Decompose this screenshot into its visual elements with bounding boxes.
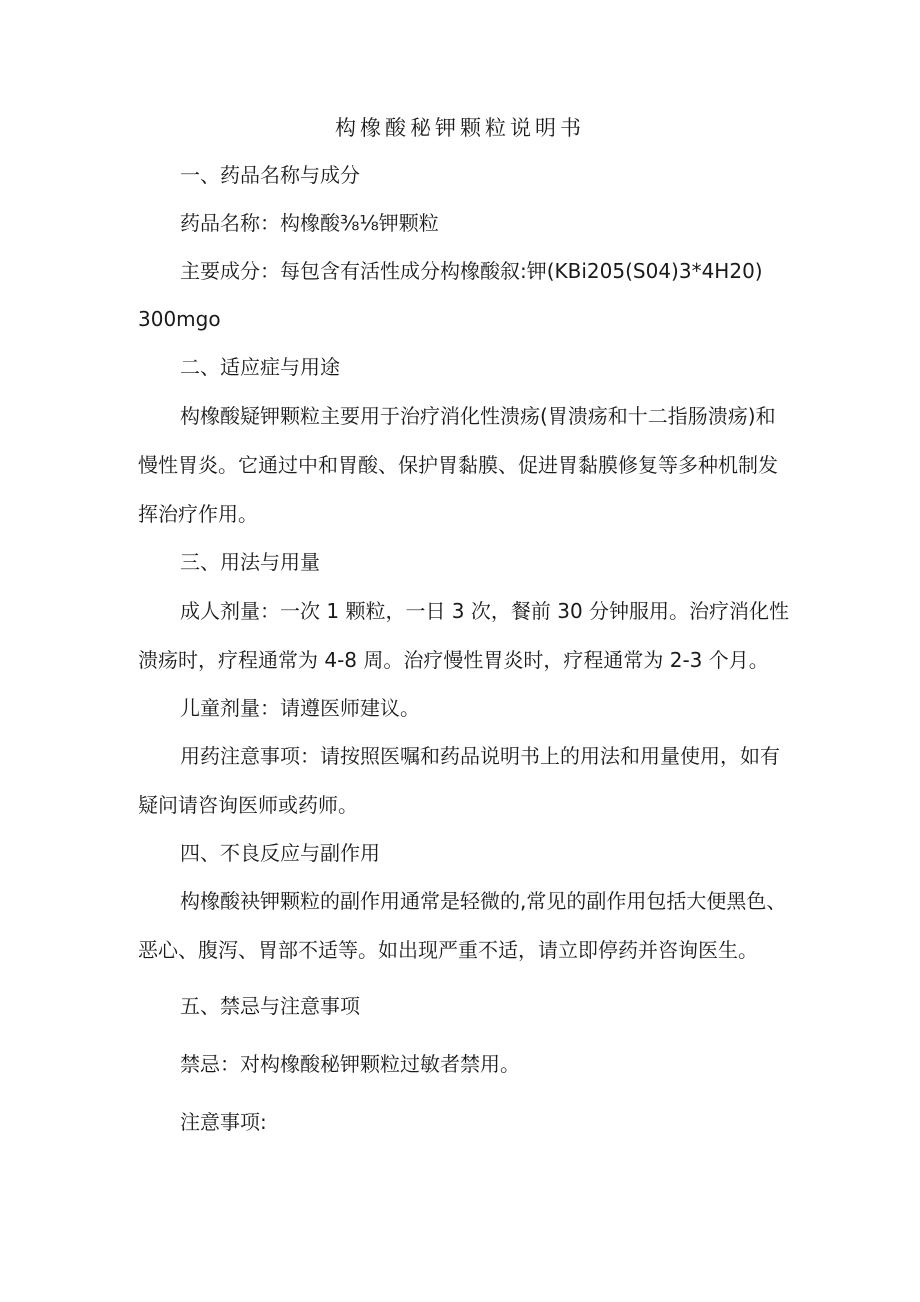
side-effects-line-1: 构橡酸袂钾颗粒的副作用通常是轻微的,常见的副作用包括大便黑色、: [180, 889, 787, 913]
heading-section-4: 四、不良反应与副作用: [180, 841, 380, 865]
indication-line-1: 构橡酸疑钾颗粒主要用于治疗消化性溃疡(胃溃疡和十二指肠溃疡)和: [180, 404, 776, 428]
heading-section-3: 三、用法与用量: [180, 550, 320, 574]
adult-dose-line-2: 溃疡时，疗程通常为 4-8 周。治疗慢性胃炎时，疗程通常为 2-3 个月。: [138, 648, 769, 672]
heading-section-5: 五、禁忌与注意事项: [180, 994, 360, 1018]
indication-line-2: 慢性胃炎。它通过中和胃酸、保护胃黏膜、促进胃黏膜修复等多种机制发: [138, 453, 778, 477]
indication-line-3: 挥治疗作用。: [138, 502, 258, 526]
ingredients-line: 主要成分：每包含有活性成分构橡酸叙:钾(KBi205(S04)3*4H20): [180, 259, 763, 283]
usage-notes-line-1: 用药注意事项：请按照医嘱和药品说明书上的用法和用量使用，如有: [180, 744, 780, 768]
precautions-label: 注意事项:: [180, 1110, 267, 1134]
contraindication-line: 禁忌：对构橡酸秘钾颗粒过敏者禁用。: [180, 1052, 520, 1076]
ingredients-line-cont: 300mgo: [138, 307, 221, 331]
document-title: 构橡酸秘钾颗粒说明书: [335, 116, 585, 140]
adult-dose-line-1: 成人剂量：一次 1 颗粒，一日 3 次，餐前 30 分钟服用。治疗消化性: [180, 599, 790, 623]
usage-notes-line-2: 疑问请咨询医师或药师。: [138, 793, 358, 817]
heading-section-1: 一、药品名称与成分: [180, 163, 360, 187]
child-dose-line: 儿童剂量：请遵医师建议。: [180, 696, 420, 720]
heading-section-2: 二、适应症与用途: [180, 355, 340, 379]
drug-name-line: 药品名称：构橡酸⅜⅛钾颗粒: [180, 211, 439, 235]
side-effects-line-2: 恶心、腹泻、胃部不适等。如出现严重不适，请立即停药并咨询医生。: [138, 938, 758, 962]
